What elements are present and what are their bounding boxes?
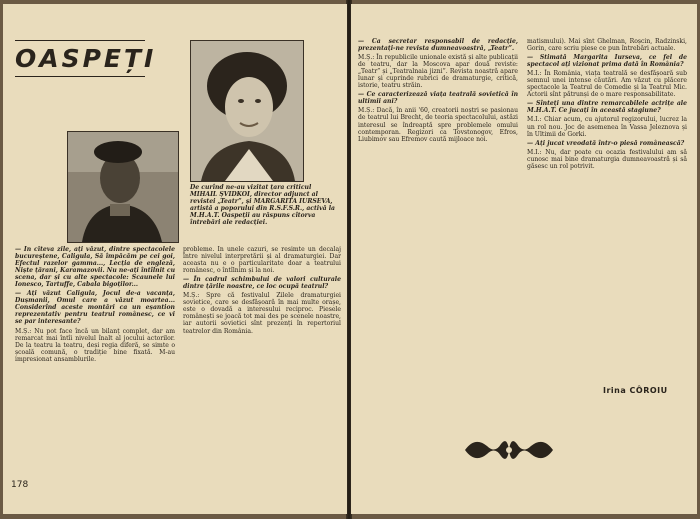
left-column-1: [15, 246, 175, 456]
photo-caption: De curînd ne-au vizitat țara criticul MIHAIL ȘVIDKOI, director adjunct al revistei „Teatr”, și MARGARITA IURSEVA, artistă a poporului din R.S.F.S.R., activă la M.H.A.T. Oaspeții au răspuns cîtorva întrebări ale redacției.: [190, 184, 335, 227]
answer-1: M.Ș.: Nu pot face încă un bilanț complet, dar am remarcat mai întîi nivelul înalt al jocului actorilor. De la teatru la teatru, deși regia diferă, se simte o școală comună, o tradiție bine fixată. M-au impresionat ansamblurile.: [15, 327, 175, 363]
decorative-ornament: [461, 432, 557, 472]
question-8: — Ați jucat vreodată într-o piesă românească?: [527, 139, 685, 147]
right-column-2: [527, 38, 687, 378]
answer-4: M.Ș.: În republicile unionale există și alte publicații de teatru, dar la Moscova apar două reviste: „Teatr” și „Teatralnaia jizni”. Revista noastră apare lunar și cuprinde rubrici de dramaturgie, critică, istorie, teatru străin.: [358, 54, 518, 90]
left-column-2: [183, 246, 341, 456]
title-rule-bottom: [15, 76, 145, 77]
question-1: — În cîteva zile, ați văzut, dintre spectacolele bucureștene, Caligula, Să împăcăm pe cei goi, Efectul razelor gamma..., Lecția de engleză, Niște țărani, Karamazovii. Nu ne-ați întîlnit cu scena, dar și cu alte spectacole: Scaunele lui Ionesco, Tartuffe, Cabala bigoților...: [15, 246, 175, 289]
page-number: 178: [11, 480, 29, 490]
answer-5-cont: matismului). Mai sînt Ghelman, Roșcin, Radzinski, Gorin, care scriu piese ce pun întrebări actuale.: [527, 38, 687, 53]
question-4: — Ca secretar responsabil de redacție, prezentați-ne revista dumneavoastră, „Teatr”.: [358, 38, 518, 53]
answer-6: M.I.: În România, viața teatrală se desfășoară sub semnul unei intense căutări. Am văzut cu plăcere spectacole la Teatrul de Comedie și la Teatrul Mic. Actorii sînt pătrunși de o mare responsabilitate.: [527, 70, 687, 99]
photo-mihail-svidkoi: [67, 131, 179, 243]
question-5: — Ce caracterizează viața teatrală sovietică în ultimii ani?: [358, 91, 518, 106]
left-page: [3, 4, 347, 514]
page-title: OASPEȚI: [15, 44, 157, 73]
title-rule-top: [15, 40, 145, 41]
right-column-1: [358, 38, 518, 500]
answer-5: M.Ș.: Dacă, în anii '60, creatorii noștri se pasionau de teatrul lui Brecht, de teoria spectacolului, astăzi interesul se îndreaptă spre problemele omului contemporan. Regizori ca Tovstonogov, Efros, Liubimov sau Efremov caută mijloace noi.: [358, 107, 518, 143]
answer-3: M.Ș.: Spre că festivalul Zilele dramaturgiei sovietice, care se desfășoară în mai multe orașe, este o dovadă a interesului reciproc. Piesele românești se joacă tot mai des pe scenele noastre, iar autorii sovietici sînt prezenți în repertoriul teatrelor din România.: [183, 292, 341, 335]
author-signature: Irina CÔROIU: [603, 386, 668, 395]
question-3: — În cadrul schimbului de valori culturale dintre țările noastre, ce loc ocupă teatrul?: [183, 276, 341, 291]
photo-margarita-iurseva: [190, 40, 304, 182]
question-7: — Sînteți una dintre remarcabilele actrițe ale M.H.A.T. Ce jucați în această stagiune?: [527, 100, 687, 115]
question-6: — Stimată Margarita Iurseva, ce fel de spectacol ați vizionat prima dată în România?: [527, 54, 687, 69]
answer-8: M.I.: Nu, dar poate cu ocazia festivalului am să cunosc mai bine dramaturgia dumneavoastră și să găsesc un rol potrivit.: [527, 148, 687, 170]
answer-1-cont: probleme. În unele cazuri, se resimte un decalaj între nivelul interpretării și al dramaturgiei. Dar aceasta nu e o particularitate doar a teatrului românesc, o întîlnim și la noi.: [183, 246, 341, 275]
right-page: [351, 4, 697, 514]
answer-7: M.I.: Chiar acum, cu ajutorul regizorului, lucrez la un rol nou. Joc de asemenea în Vassa Jeleznova și în Ultimii de Gorki.: [527, 116, 687, 138]
question-2: — Ați văzut Caligula, Jocul de-a vacanța, Dușmanii, Omul care a văzut moartea... Considerînd aceste montări ca un eșantion reprezentativ pentru teatrul românesc, ce vi se par interesante?: [15, 290, 175, 326]
